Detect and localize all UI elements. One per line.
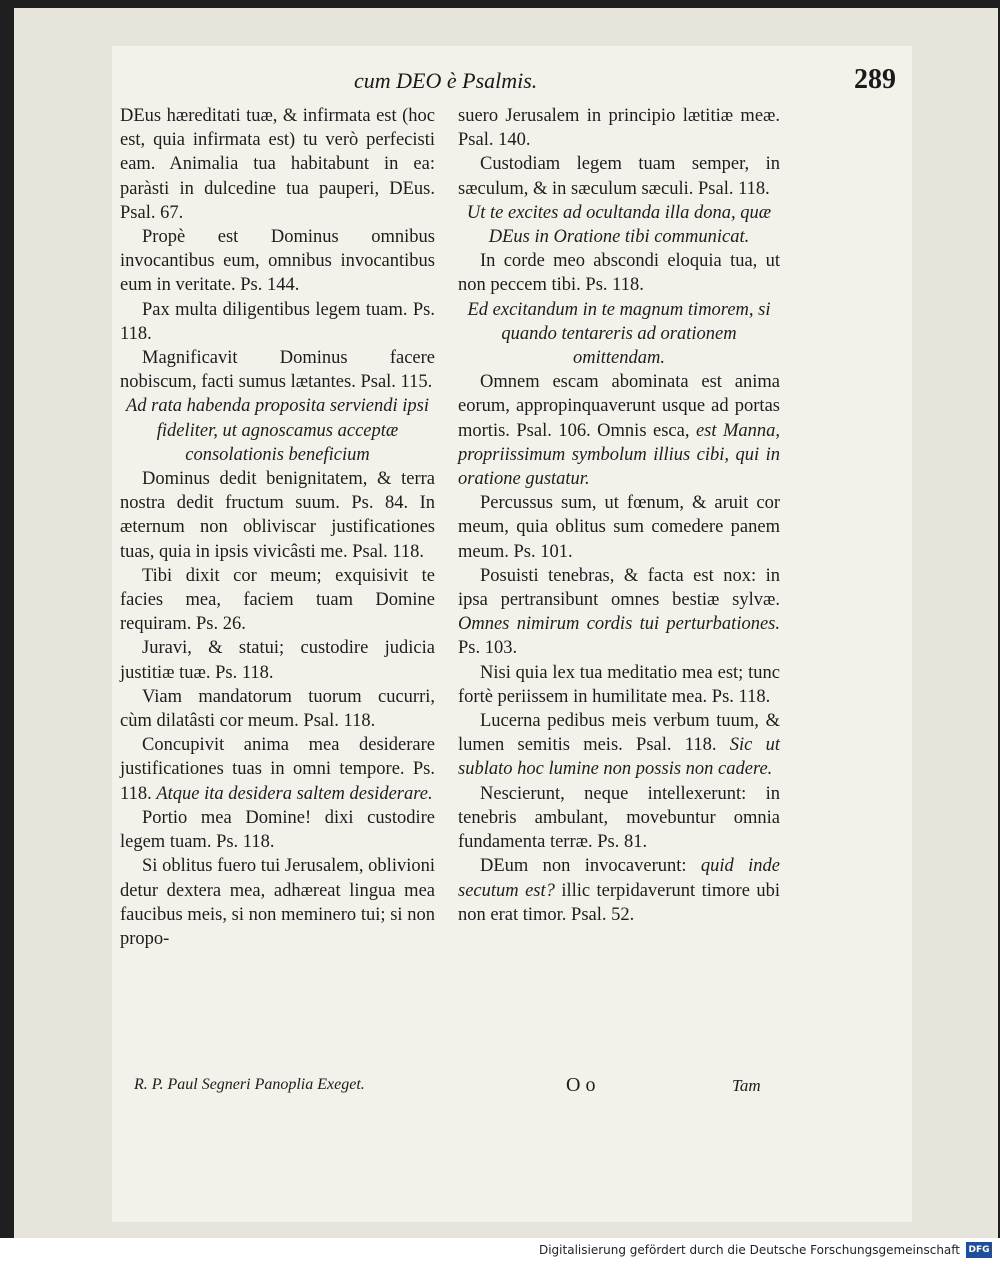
paragraph	[120, 733, 435, 806]
paragraph	[458, 370, 780, 491]
paragraph: Custodiam legem tuam semper, in sæculum, & in sæculum sæculi. Psal. 118.	[458, 154, 780, 199]
paragraph: suero Jerusalem in principio lætitiæ meæ. Psal. 140.	[458, 106, 780, 151]
paragraph: Nisi quia lex tua meditatio mea est; tunc fortè periissem in humilitate mea. Ps. 118.	[458, 662, 780, 707]
paragraph-text: Concupivit anima mea desiderare justificationes tuas in omni tempore. Ps. 118.	[120, 735, 435, 804]
credit-bar	[0, 1238, 1000, 1264]
paragraph: Portio mea Domine! dixi custodire legem tuam. Ps. 118.	[120, 807, 435, 853]
italic-gloss: Sic ut sublato hoc lumine non possis non cadere.	[458, 735, 780, 780]
running-head: cum DEO è Psalmis.	[354, 68, 538, 93]
paragraph-text: Omnem escam abominata est anima eorum, appropinquaverunt usque ad portas mortis. Psal. 106. Omnis esca,	[458, 372, 780, 441]
paragraph: Dominus dedit benignitatem, & terra nostra dedit fructum suum. Ps. 84. In æternum non obliviscar justificationes tuas, quia in ipsis vivicâsti me. Psal. 118.	[120, 469, 435, 562]
rubric-heading: Ad rata habenda proposita serviendi ipsi fideliter, ut agnoscamus acceptæ consolationis beneficium	[125, 396, 429, 465]
left-column	[120, 104, 435, 951]
paragraph: Juravi, & statui; custodire judicia justitiæ tuæ. Ps. 118.	[120, 638, 435, 683]
paragraph: Pax multa diligentibus legem tuam. Ps. 118.	[120, 299, 435, 344]
paragraph	[458, 709, 780, 782]
paragraph-text: DEum non invocaverunt:	[480, 856, 687, 877]
page-footer	[126, 1076, 786, 1102]
paragraph: Viam mandatorum tuorum cucurri, cùm dilatâsti cor meum. Psal. 118.	[120, 686, 435, 732]
italic-gloss: quid inde secutum est?	[458, 856, 781, 901]
paragraph	[458, 854, 780, 927]
paragraph: In corde meo abscondi eloquia tua, ut non peccem tibi. Ps. 118.	[458, 251, 780, 296]
paragraph: Tibi dixit cor meum; exquisivit te facies mea, faciem tuam Domine requiram. Ps. 26.	[120, 565, 435, 635]
rubric-heading: Ed excitandum in te magnum timorem, si quando tentareris ad orationem omittendam.	[467, 299, 771, 369]
signature-line: R. P. Paul Segneri Panoplia Exeget.	[134, 1076, 365, 1093]
paragraph: Si oblitus fuero tui Jerusalem, oblivioni detur dextera mea, adhæreat lingua mea faucibus meis, si non meminero tui; si non propo-	[120, 856, 435, 949]
signature-mark: O o	[566, 1074, 596, 1096]
paragraph: Propè est Dominus omnibus invocantibus eum, omnibus invocantibus eum in veritate. Ps. 144.	[120, 227, 435, 296]
italic-gloss: est Manna, propriissimum symbolum illius cibi, qui in oratione gustatur.	[458, 420, 781, 490]
paragraph: DEus hæreditati tuæ, & infirmata est (hoc est, quia infirmata est) tu verò perfecisti eam. Animalia tua habitabunt in ea: paràsti in dulcedine tua pauperi, DEus. Psal. 67.	[120, 106, 435, 223]
page-number: 289	[854, 64, 896, 95]
rubric-heading: Ut te excites ad ocultanda illa dona, quæ DEus in Oratione tibi communicat.	[466, 202, 772, 248]
paragraph: Nescierunt, neque intellexerunt: in tenebris ambulant, movebuntur omnia fundamenta terræ. Ps. 81.	[458, 783, 780, 853]
paragraph: Percussus sum, ut fœnum, & aruit cor meum, quia oblitus sum comedere panem meum. Ps. 101.	[458, 493, 780, 562]
book-page	[112, 46, 912, 1222]
paragraph-tail: illic terpidaverunt timore ubi non erat timor. Psal. 52.	[458, 880, 780, 925]
paragraph: Magnificavit Dominus facere nobiscum, facti sumus lætantes. Psal. 115.	[120, 348, 435, 393]
credit-text: Digitalisierung gefördert durch die Deutsche Forschungsgemeinschaft	[538, 1243, 960, 1257]
right-column	[458, 104, 780, 927]
dfg-logo: DFG	[966, 1242, 992, 1258]
paragraph-tail: Ps. 103.	[458, 638, 518, 659]
italic-gloss: Omnes nimirum cordis tui perturbationes.	[458, 614, 780, 635]
paragraph-text: Lucerna pedibus meis verbum tuum, & lumen semitis meis. Psal. 118.	[458, 711, 780, 756]
catchword: Tam	[732, 1076, 761, 1095]
paragraph	[458, 564, 780, 661]
paragraph-text: Posuisti tenebras, & facta est nox: in ipsa pertransibunt omnes bestiæ sylvæ.	[458, 565, 780, 611]
italic-gloss: Atque ita desidera saltem desiderare.	[156, 783, 433, 804]
